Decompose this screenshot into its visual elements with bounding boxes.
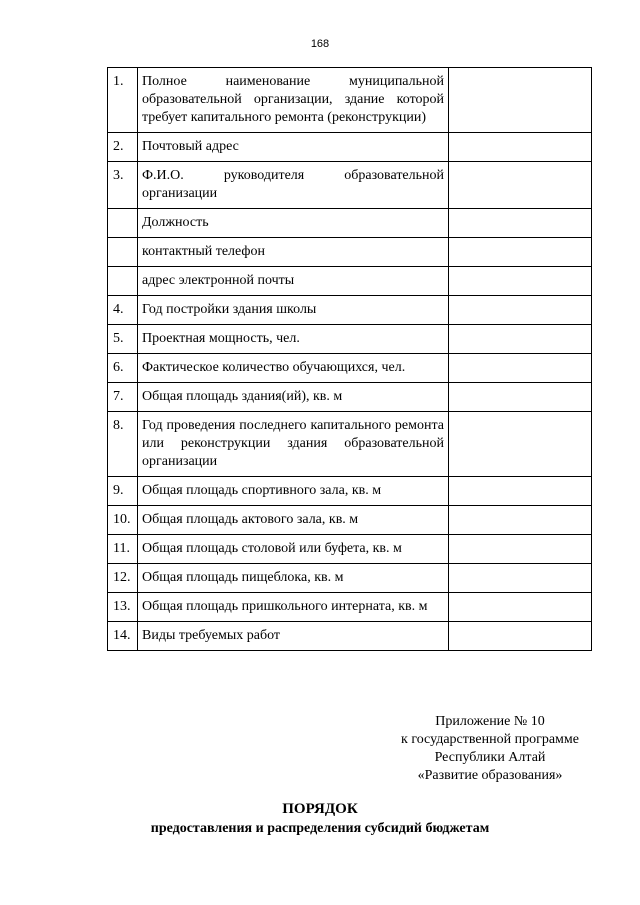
row-value-cell[interactable] <box>449 325 592 354</box>
row-number: 9. <box>108 477 138 506</box>
row-number: 4. <box>108 296 138 325</box>
row-value-cell[interactable] <box>449 535 592 564</box>
row-value-cell[interactable] <box>449 267 592 296</box>
row-value-cell[interactable] <box>449 593 592 622</box>
row-label: Должность <box>138 209 449 238</box>
row-value-cell[interactable] <box>449 622 592 651</box>
row-label: Общая площадь пищеблока, кв. м <box>138 564 449 593</box>
row-label: Почтовый адрес <box>138 133 449 162</box>
table-row <box>108 68 592 133</box>
row-value-cell[interactable] <box>449 506 592 535</box>
row-number: 10. <box>108 506 138 535</box>
row-value-cell[interactable] <box>449 133 592 162</box>
row-label: Виды требуемых работ <box>138 622 449 651</box>
row-value-cell[interactable] <box>449 68 592 133</box>
row-number: 2. <box>108 133 138 162</box>
row-number <box>108 267 138 296</box>
table-row <box>108 593 592 622</box>
appendix-line: Приложение № 10 <box>435 714 545 729</box>
row-label: Год проведения последнего капитального ремонта или реконструкции здания образовательной организации <box>138 412 449 477</box>
row-label: Полное наименование муниципальной образовательной организации, здание которой требует капитального ремонта (реконструкции) <box>138 68 449 133</box>
table-row <box>108 412 592 477</box>
row-label: Ф.И.О. руководителя образовательной организации <box>138 162 449 209</box>
row-number: 12. <box>108 564 138 593</box>
row-value-cell[interactable] <box>449 383 592 412</box>
table-row <box>108 133 592 162</box>
row-label: Общая площадь здания(ий), кв. м <box>138 383 449 412</box>
row-number: 1. <box>108 68 138 133</box>
appendix-line: «Развитие образования» <box>417 768 563 783</box>
page-number: 168 <box>310 38 330 50</box>
row-label: Общая площадь актового зала, кв. м <box>138 506 449 535</box>
row-label: Общая площадь пришкольного интерната, кв. м <box>138 593 449 622</box>
table-row <box>108 506 592 535</box>
table-row <box>108 535 592 564</box>
row-value-cell[interactable] <box>449 238 592 267</box>
row-label: адрес электронной почты <box>138 267 449 296</box>
table-body <box>108 68 592 651</box>
table-row <box>108 564 592 593</box>
row-value-cell[interactable] <box>449 296 592 325</box>
data-form-table <box>107 67 592 651</box>
document-title: ПОРЯДОК <box>282 801 358 817</box>
row-label: контактный телефон <box>138 238 449 267</box>
row-value-cell[interactable] <box>449 477 592 506</box>
table-row <box>108 622 592 651</box>
row-label: Общая площадь столовой или буфета, кв. м <box>138 535 449 564</box>
row-number: 14. <box>108 622 138 651</box>
row-label: Общая площадь спортивного зала, кв. м <box>138 477 449 506</box>
table-row <box>108 477 592 506</box>
row-value-cell[interactable] <box>449 209 592 238</box>
row-value-cell[interactable] <box>449 354 592 383</box>
table-row <box>108 383 592 412</box>
row-number: 5. <box>108 325 138 354</box>
row-value-cell[interactable] <box>449 564 592 593</box>
row-number: 11. <box>108 535 138 564</box>
table-row <box>108 238 592 267</box>
table-row <box>108 209 592 238</box>
appendix-block <box>360 713 620 785</box>
table-row <box>108 162 592 209</box>
row-label: Фактическое количество обучающихся, чел. <box>138 354 449 383</box>
row-number: 3. <box>108 162 138 209</box>
appendix-line: к государственной программе <box>401 732 579 747</box>
document-subtitle: предоставления и распределения субсидий бюджетам <box>150 821 490 836</box>
table-row <box>108 325 592 354</box>
row-label: Проектная мощность, чел. <box>138 325 449 354</box>
table-row <box>108 296 592 325</box>
row-label: Год постройки здания школы <box>138 296 449 325</box>
table-row <box>108 267 592 296</box>
row-number: 13. <box>108 593 138 622</box>
row-value-cell[interactable] <box>449 412 592 477</box>
row-value-cell[interactable] <box>449 162 592 209</box>
row-number <box>108 238 138 267</box>
row-number: 7. <box>108 383 138 412</box>
row-number: 8. <box>108 412 138 477</box>
row-number <box>108 209 138 238</box>
appendix-line: Республики Алтай <box>434 750 546 765</box>
row-number: 6. <box>108 354 138 383</box>
table-row <box>108 354 592 383</box>
